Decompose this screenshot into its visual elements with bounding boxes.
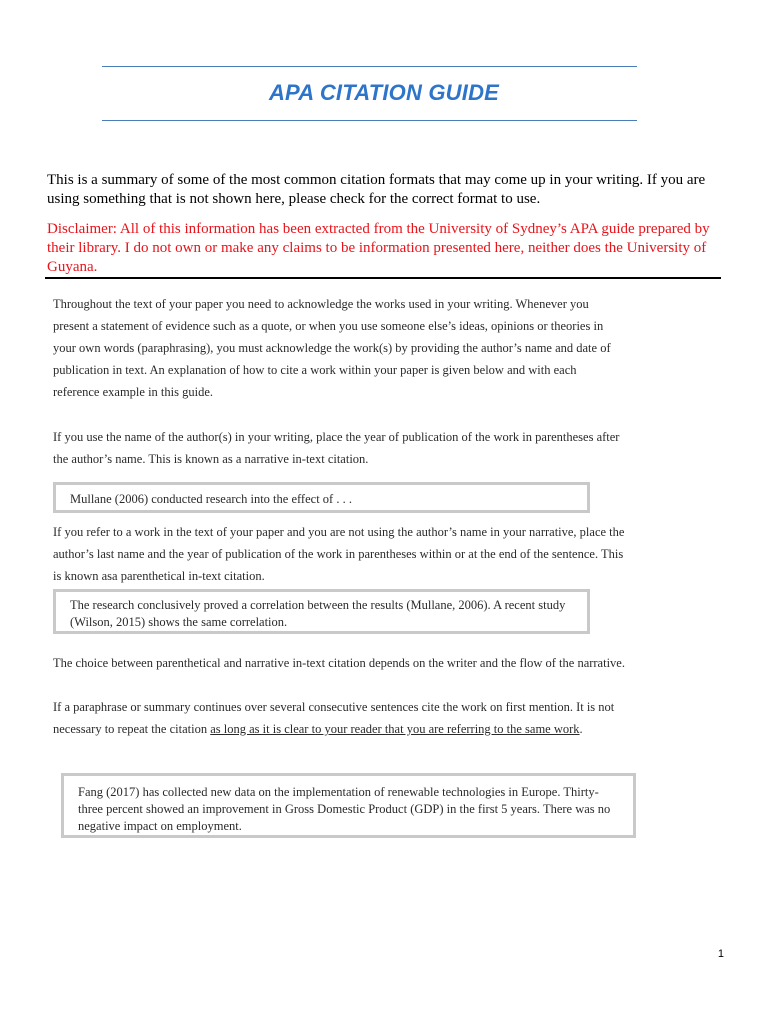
paragraph-citation-choice: The choice between parenthetical and narrative in-text citation depends on the writer and the flow of the narrative. <box>53 656 625 670</box>
example-text: Mullane (2006) conducted research into the effect of . . . <box>70 492 352 506</box>
underlined-text: as long as it is clear to your reader that you are referring to the same work <box>210 722 580 736</box>
page-title: APA CITATION GUIDE <box>268 80 500 105</box>
paragraph-consecutive-sentences <box>53 696 625 740</box>
section-divider <box>45 277 721 279</box>
paragraph-text-end: . <box>579 722 583 736</box>
example-text: The research conclusively proved a correlation between the results (Mullane, 2006). A recent study (Wilson, 2015) shows the same correlation. <box>70 598 566 629</box>
example-box-paraphrase <box>61 773 636 838</box>
paragraph-acknowledge-works: Throughout the text of your paper you need to acknowledge the works used in your writing. Whenever you present a statement of evidence such as a quote, or when you use someone else’s ideas, opinions or theories in your own words (paraphrasing), you must acknowledge the work(s) by providing the author’s name and date of publication in text. An explanation of how to cite a work within your paper is given below and with each reference example in this guide. <box>53 297 611 399</box>
intro-paragraph: This is a summary of some of the most common citation formats that may come up in your writing. If you are using something that is not shown here, please check for the correct format to use. <box>47 172 706 207</box>
paragraph-text: If a paraphrase or summary continues over several consecutive sentences cite the work on first mention. It is not necessary to repeat the citation <box>53 700 615 736</box>
example-box-narrative <box>53 482 590 513</box>
title-top-rule <box>102 66 637 67</box>
disclaimer-paragraph: Disclaimer: All of this information has been extracted from the University of Sydney’s APA guide prepared by their library. I do not own or make any claims to be information presented here, neither does the University of Guyana. <box>47 221 710 275</box>
example-box-parenthetical <box>53 589 590 634</box>
title-bottom-rule <box>102 120 637 121</box>
paragraph-narrative-citation: If you use the name of the author(s) in your writing, place the year of publication of the work in parentheses after the author’s name. This is known as a narrative in-text citation. <box>53 430 620 466</box>
example-text: Fang (2017) has collected new data on the implementation of renewable technologies in Europe. Thirty-three percent showed an improvement in Gross Domestic Product (GDP) in the first 5 years. There was no negative impact on employment. <box>78 785 611 833</box>
page-number: 1 <box>717 948 724 960</box>
paragraph-parenthetical-citation: If you refer to a work in the text of your paper and you are not using the author’s name in your narrative, place the author’s last name and the year of publication of the work in parentheses within or at the end of the sentence. This is known asa parenthetical in-text citation. <box>53 525 625 583</box>
